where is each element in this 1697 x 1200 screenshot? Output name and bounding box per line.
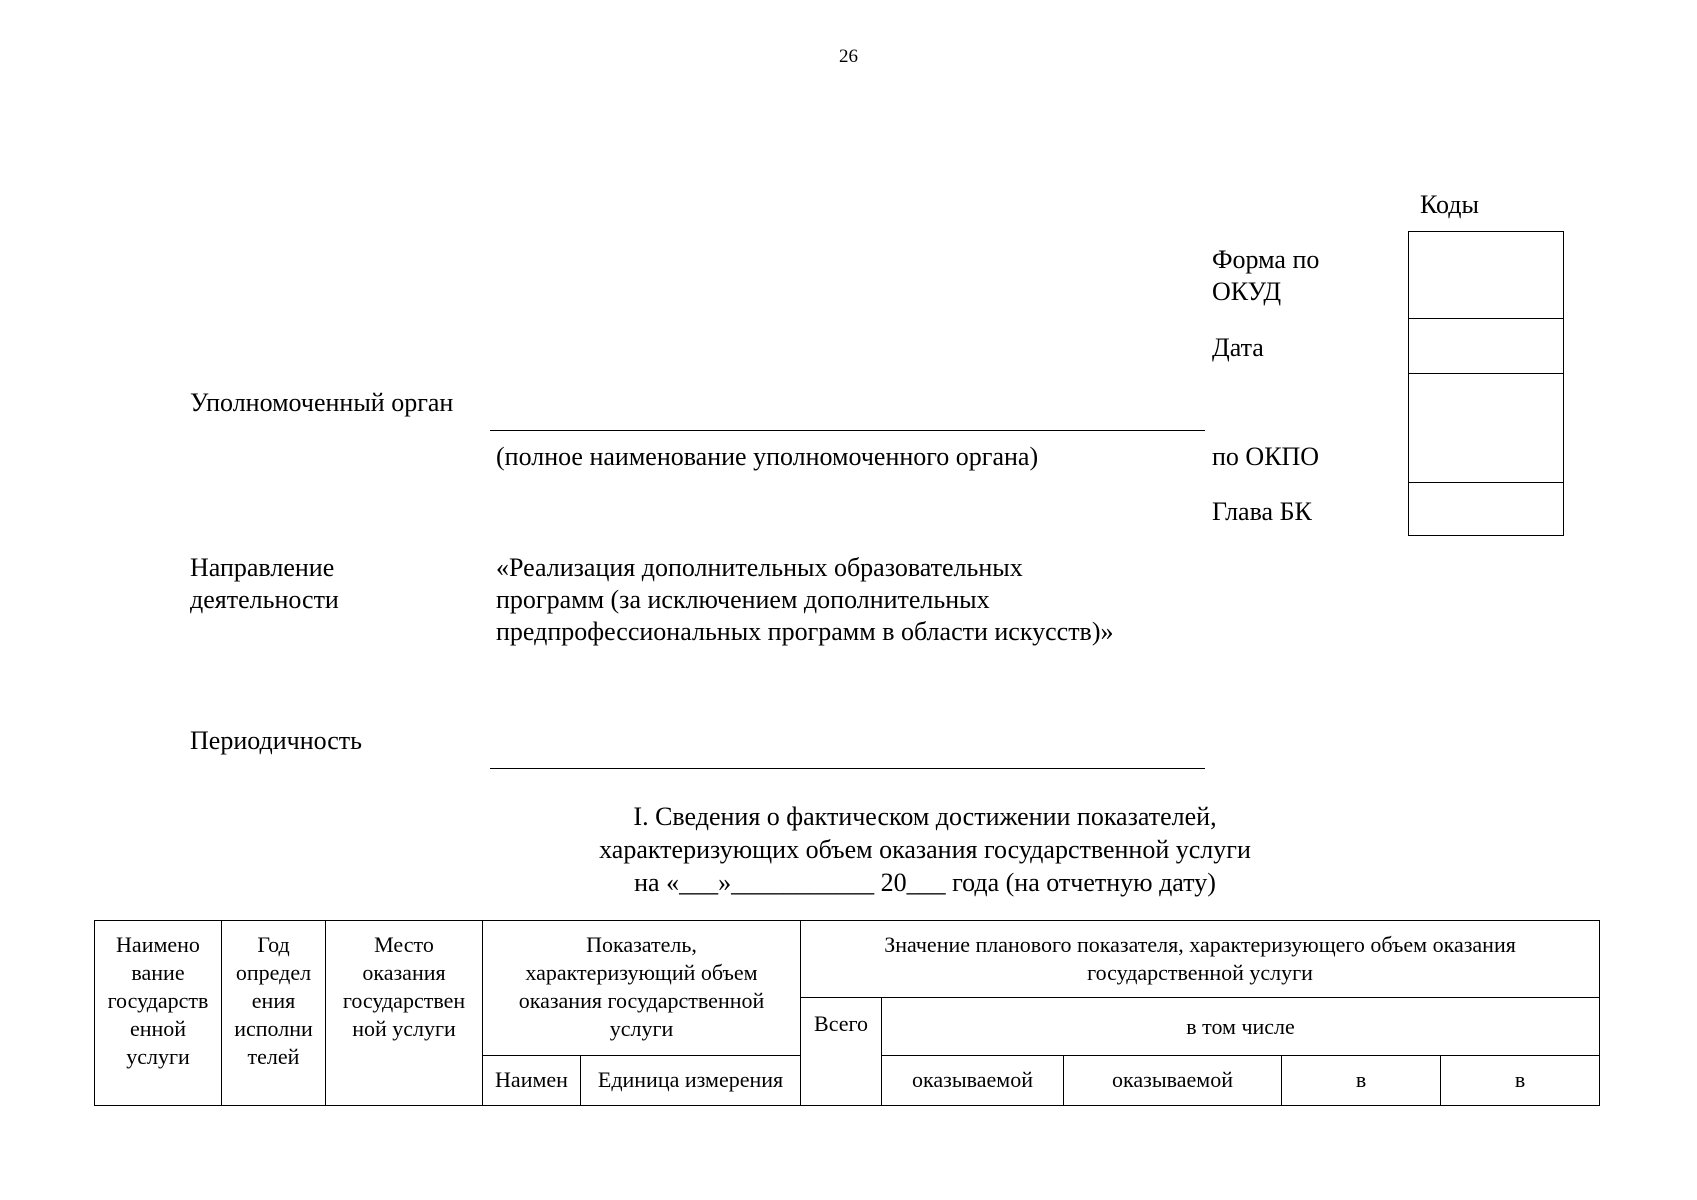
header-year-l4: исполни [234,1016,313,1041]
header-indicator-group-l3: оказания государственной [518,988,765,1013]
header-total: Всего [801,998,882,1106]
codes-label-okud [1212,244,1319,308]
header-planned-group [801,921,1600,998]
direction-value [496,552,1114,648]
header-place-l4: ной услуги [352,1016,456,1041]
header-place-l2: оказания [362,960,446,985]
header-service-name-l2: вание [131,960,185,985]
header-year-l5: телей [247,1044,300,1069]
header-sub-col-3: в [1282,1055,1441,1105]
header-planned-group-l1: Значение планового показателя, характеризующего объем оказания [884,932,1516,957]
codes-label-date: Дата [1212,333,1264,362]
indicators-table [94,920,1600,1106]
authority-label: Уполномоченный орган [190,388,454,417]
periodicity-line [490,768,1205,769]
codes-cell-date[interactable] [1409,319,1563,373]
header-service-name [95,921,222,1106]
codes-label-okpo: по ОКПО [1212,442,1320,471]
authority-line [490,430,1205,431]
direction-value-line3: предпрофессиональных программ в области искусств)» [496,617,1114,646]
header-indicator-name: Наимен [483,1055,581,1105]
header-sub-col-1: оказываемой [882,1055,1064,1105]
header-year-l1: Год [257,932,290,957]
section-title-line3: на «___»___________ 20___ года (на отчетную дату) [634,868,1216,897]
header-place-l1: Место [374,932,434,957]
direction-label-line2: деятельности [190,585,339,614]
header-place [326,921,483,1106]
section-title-line2: характеризующих объем оказания государственной услуги [599,835,1251,864]
codes-cell-bk[interactable] [1409,483,1563,535]
header-including: в том числе [882,998,1600,1055]
codes-cell-okpo[interactable] [1409,374,1563,482]
section-title-line1: I. Сведения о фактическом достижении показателей, [633,802,1217,831]
codes-header: Коды [1420,190,1479,219]
header-indicator-group-l4: услуги [609,1016,674,1041]
header-indicator-unit: Единица измерения [581,1055,801,1105]
codes-label-okud-line2: ОКУД [1212,277,1282,306]
codes-cell-okud[interactable] [1409,232,1563,318]
codes-label-okud-line1: Форма по [1212,245,1320,274]
direction-label [190,552,339,616]
direction-value-line1: «Реализация дополнительных образовательных [496,553,1023,582]
header-year-l3: ения [251,988,296,1013]
direction-label-line1: Направление [190,553,335,582]
header-sub-col-4: в [1441,1055,1600,1105]
page-number: 26 [839,46,858,67]
header-year-l2: определ [235,960,312,985]
header-planned-group-l2: государственной услуги [1087,960,1313,985]
header-service-name-l5: услуги [126,1044,190,1069]
authority-hint: (полное наименование уполномоченного органа) [496,442,1039,471]
header-sub-col-2: оказываемой [1064,1055,1282,1105]
codes-box [1408,231,1564,536]
header-service-name-l3: государств [107,988,209,1013]
direction-value-line2: программ (за исключением дополнительных [496,585,990,614]
header-year [222,921,326,1106]
header-service-name-l4: енной [129,1016,187,1041]
header-indicator-group [483,921,801,1056]
header-indicator-group-l2: характеризующий объем [525,960,758,985]
header-place-l3: государствен [342,988,466,1013]
header-indicator-group-l1: Показатель, [586,932,697,957]
periodicity-label: Периодичность [190,726,363,755]
section-title [450,800,1400,899]
codes-label-bk: Глава БК [1212,497,1312,526]
header-service-name-l1: Наимено [116,932,200,957]
